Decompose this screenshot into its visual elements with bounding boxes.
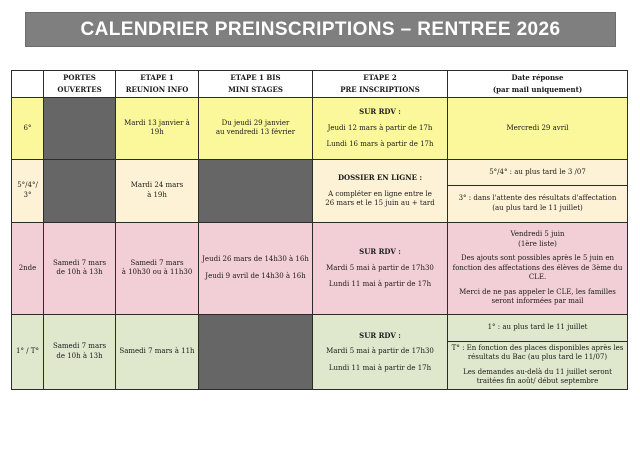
cell-6e-etape1bis — [199, 97, 313, 159]
header-etape1 — [116, 71, 199, 98]
cell-1t-etape1: Samedi 7 mars à 11h — [116, 314, 199, 389]
text-line: 3° — [23, 190, 32, 199]
text-line: de 10h à 13h — [56, 268, 103, 277]
text-line: Mardi 5 mai à partir de 17h30 — [326, 347, 434, 356]
cell-5432-portes-blocked — [44, 159, 116, 222]
cell-1t-reponse-term — [448, 341, 628, 389]
cell-5432-etape2 — [313, 159, 448, 222]
text-line: Lundi 11 mai à partir de 17h — [328, 363, 432, 372]
header-date-reponse — [448, 71, 628, 98]
cell-1t-reponse-1re: 1° : au plus tard le 11 juillet — [448, 314, 628, 341]
row-label-6e: 6° — [12, 97, 44, 159]
text-line: Lundi 11 mai à partir de 17h — [328, 280, 432, 289]
text-line: Lundi 16 mars à partir de 17h — [326, 140, 434, 149]
row-2nde — [12, 222, 628, 314]
row-label-5432 — [12, 159, 44, 222]
calendar-table — [11, 70, 628, 390]
header-line: OUVERTES — [57, 85, 102, 95]
cell-1t-portes — [44, 314, 116, 389]
text-line: Jeudi 12 mars à partir de 17h — [327, 123, 433, 132]
header-line: MINI STAGES — [228, 85, 283, 95]
text-line: Samedi 7 mars — [52, 342, 107, 351]
page-title: CALENDRIER PREINSCRIPTIONS – RENTREE 2026 — [80, 18, 561, 40]
text-line: à 19h — [147, 190, 167, 199]
text-line: Samedi 7 mars — [130, 258, 184, 267]
header-line: ETAPE 1 — [140, 73, 174, 82]
cell-1t-etape2 — [313, 314, 448, 389]
row-label-1t: 1° / T° — [12, 314, 44, 389]
row-1t-top — [12, 314, 628, 341]
header-line: Date réponse — [511, 73, 564, 82]
row-5432-top — [12, 159, 628, 185]
cell-5432-reponse-54: 5°/4° : au plus tard le 3 /07 — [448, 159, 628, 185]
cell-6e-portes-blocked — [44, 97, 116, 159]
rdv-heading: SUR RDV : — [359, 247, 401, 257]
text-line: Jeudi 9 avril de 14h30 à 16h — [205, 271, 306, 280]
header-etape2 — [313, 71, 448, 98]
text-line: A compléter en ligne entre le — [328, 189, 432, 198]
header-portes-ouvertes — [44, 71, 116, 98]
row-label-2nde: 2nde — [12, 222, 44, 314]
cell-1t-etape1bis-blocked — [199, 314, 313, 389]
text-line: Du jeudi 29 janvier — [221, 118, 290, 127]
cell-2nde-reponse — [448, 222, 628, 314]
header-line: ETAPE 1 BIS — [230, 73, 281, 82]
cell-5432-etape1 — [116, 159, 199, 222]
text-paragraph: Merci de ne pas appeler le CLE, les familles seront informées par mail — [459, 287, 616, 305]
text-line: (au plus tard le 11 juillet) — [492, 203, 583, 212]
text-line: au vendredi 13 février — [215, 128, 296, 137]
dossier-heading: DOSSIER EN LIGNE : — [337, 173, 423, 183]
header-etape1bis — [199, 71, 313, 98]
title-bar — [25, 12, 616, 47]
cell-6e-etape2 — [313, 97, 448, 159]
header-corner — [12, 71, 44, 98]
cell-2nde-etape1 — [116, 222, 199, 314]
text-paragraph: Des ajouts sont possibles après le 5 juin en fonction des affectations des élèves de 3ème du CLE. — [452, 254, 623, 282]
header-line: PORTES — [63, 73, 96, 82]
header-line: ETAPE 2 — [363, 73, 397, 82]
text-line: Samedi 7 mars — [52, 258, 107, 267]
cell-2nde-etape1bis — [199, 222, 313, 314]
cell-5432-etape1bis-blocked — [199, 159, 313, 222]
text-paragraph: T° : En fonction des places disponibles après les résultats du Bac (au plus tard le 11/07) — [451, 344, 624, 362]
cell-2nde-portes — [44, 222, 116, 314]
text-line: à 10h30 ou à 11h30 — [121, 268, 193, 277]
header-line: (par mail uniquement) — [492, 85, 583, 95]
text-line: Mardi 5 mai à partir de 17h30 — [326, 263, 434, 272]
text-line: 3° : dans l'attente des résultats d'affectation — [458, 194, 617, 203]
cell-5432-reponse-3 — [448, 185, 628, 222]
header-row — [12, 71, 628, 98]
header-line: PRE INSCRIPTIONS — [340, 85, 420, 95]
rdv-heading: SUR RDV : — [359, 107, 401, 117]
text-line: (1ère liste) — [518, 239, 557, 248]
row-6e — [12, 97, 628, 159]
text-line: 26 mars et le 15 juin au + tard — [325, 199, 435, 208]
text-line: Mardi 24 mars — [130, 181, 184, 190]
rdv-heading: SUR RDV : — [359, 330, 401, 340]
text-line: Jeudi 26 mars de 14h30 à 16h — [202, 255, 309, 264]
cell-2nde-etape2 — [313, 222, 448, 314]
cell-6e-etape1 — [116, 97, 199, 159]
cell-6e-reponse: Mercredi 29 avril — [448, 97, 628, 159]
text-line: 5°/4°/ — [17, 181, 38, 190]
text-line: Mardi 13 janvier à — [124, 118, 190, 127]
text-line: 19h — [150, 128, 164, 137]
text-line: Vendredi 5 juin — [510, 230, 565, 239]
text-paragraph: Les demandes au-delà du 11 juillet seront traitées fin août/ début septembre — [463, 367, 612, 386]
header-line: REUNION INFO — [125, 85, 189, 95]
text-line: de 10h à 13h — [56, 351, 103, 360]
